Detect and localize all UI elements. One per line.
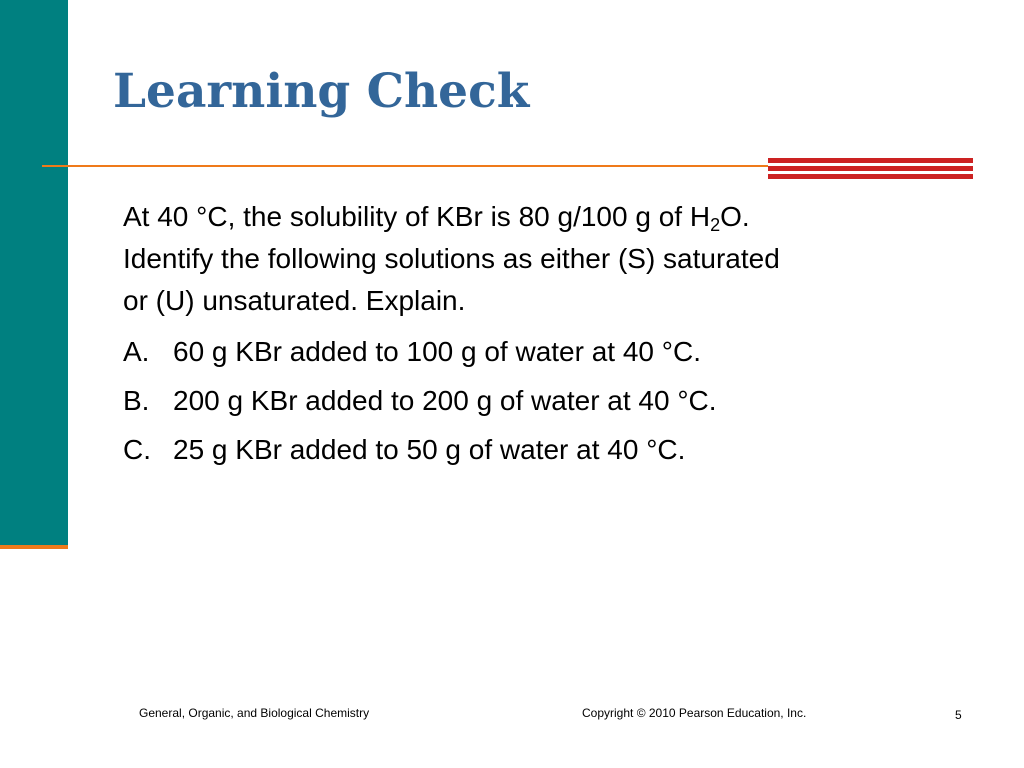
slide-title: Learning Check (113, 64, 530, 119)
left-accent-bar (0, 0, 68, 545)
intro-line-2: Identify the following solutions as either (S) saturated (123, 243, 780, 274)
item-marker: B. (123, 385, 150, 416)
item-marker: C. (123, 434, 151, 465)
question-item-c (123, 430, 953, 470)
intro-text-part2: O. (720, 201, 750, 232)
intro-line-3: or (U) unsaturated. Explain. (123, 285, 466, 316)
intro-subscript: 2 (710, 215, 721, 235)
question-item-a (123, 332, 953, 372)
question-item-b (123, 381, 953, 421)
slide-body (123, 196, 953, 479)
item-text: 60 g KBr added to 100 g of water at 40 °C. (173, 336, 701, 367)
footer-copyright: Copyright © 2010 Pearson Education, Inc. (582, 706, 807, 720)
item-marker: A. (123, 336, 150, 367)
item-text: 200 g KBr added to 200 g of water at 40 °C. (173, 385, 717, 416)
question-intro (123, 196, 953, 322)
intro-text-part1: At 40 °C, the solubility of KBr is 80 g/100 g of H (123, 201, 711, 232)
slide-page-number: 5 (955, 708, 962, 722)
accent-stripe (768, 166, 973, 171)
left-accent-bar-underline (0, 545, 68, 549)
item-text: 25 g KBr added to 50 g of water at 40 °C. (173, 434, 686, 465)
accent-stripe (768, 158, 973, 163)
footer-course-title: General, Organic, and Biological Chemistry (139, 706, 370, 720)
accent-stripe (768, 174, 973, 179)
title-underline-rule (42, 165, 768, 167)
accent-stripes (768, 158, 973, 179)
